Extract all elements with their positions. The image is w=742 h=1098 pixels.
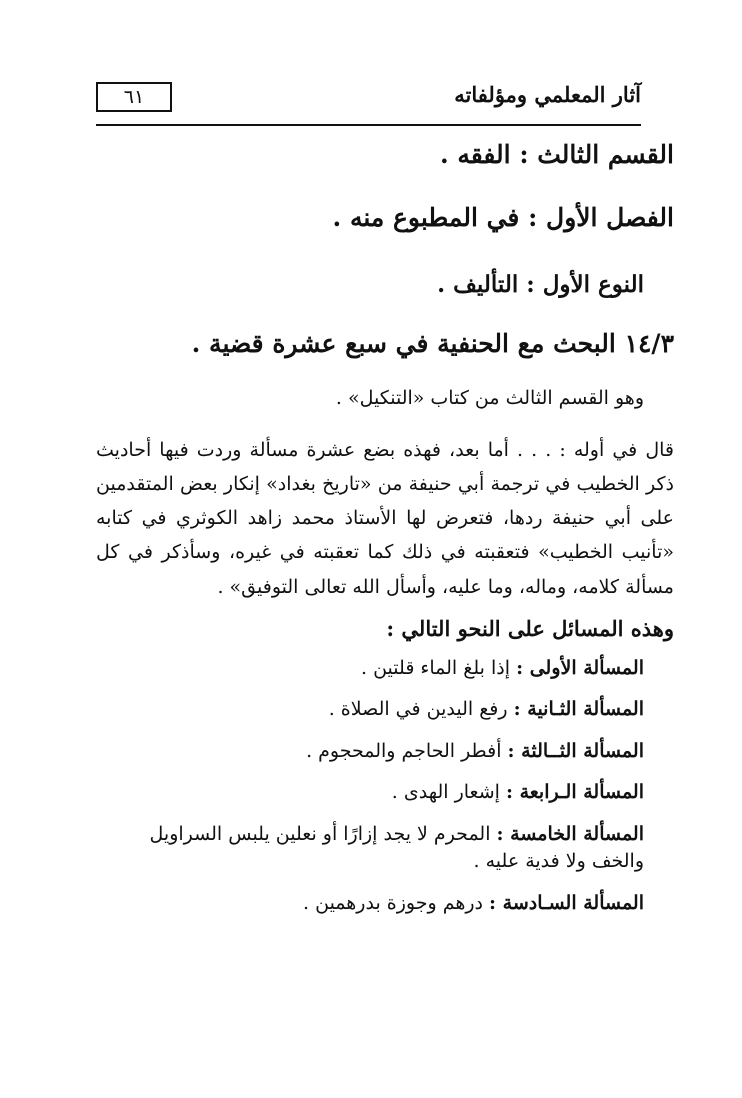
page-header — [96, 80, 641, 126]
page-number: ٦١ — [96, 82, 172, 112]
issue-text: المحرم لا يجد إزارًا أو نعلين يلبس السراويل والخف ولا فدية عليه . — [149, 822, 644, 873]
running-title: آثار المعلمي ومؤلفاته — [454, 82, 641, 107]
list-item — [96, 738, 674, 766]
issues-list — [96, 655, 674, 918]
issue-label: المسألة الثـانية : — [513, 698, 644, 721]
entry-title: ١٤/٣ البحث مع الحنفية في سبع عشرة قضية . — [191, 328, 674, 358]
list-item — [96, 655, 674, 683]
source-note: وهو القسم الثالث من كتاب «التنكيل» . — [335, 386, 644, 409]
issue-label: المسألة السـادسة : — [489, 892, 644, 914]
type-title: النوع الأول : التأليف . — [437, 271, 644, 298]
list-item — [96, 821, 674, 876]
issue-text: درهم وجوزة بدرهمين . — [303, 892, 483, 914]
quote-paragraph: قال في أوله : . . . أما بعد، فهذه بضع عشرة مسألة وردت فيها أحاديث ذكر الخطيب في ترجمة أبي حنيفة من «تاريخ بغداد» إنكار بعض المتقدمين على أبي حنيفة ردها، فتعرض لها الأستاذ محمد زاهد الكوثري في كتابه «تأنيب الخطيب» فتعقبته في ذلك كما تعقبته في غيره، وسأذكر في كل مسألة كلامه، وماله، وما عليه، وأسأل الله تعالى التوفيق» . — [96, 438, 674, 598]
issue-text: أفطر الحاجم والمحجوم . — [306, 739, 502, 762]
issue-label: المسألة الخامسة : — [496, 822, 644, 845]
issue-text: رفع اليدين في الصلاة . — [328, 698, 508, 721]
issue-label: المسألة الثــالثة : — [507, 739, 644, 762]
section-title: القسم الثالث : الفقه . — [439, 140, 674, 169]
issue-label: المسألة الأولى : — [516, 656, 644, 679]
list-heading: وهذه المسائل على النحو التالي : — [386, 615, 674, 641]
list-item — [96, 890, 674, 918]
issue-label: المسألة الـرابعة : — [505, 781, 644, 804]
chapter-title: الفصل الأول : في المطبوع منه . — [332, 203, 674, 232]
list-item — [96, 696, 674, 724]
page-body — [96, 140, 674, 918]
issue-text: إذا بلغ الماء قلتين . — [361, 656, 511, 679]
issue-text: إشعار الهدى . — [391, 781, 500, 804]
list-item — [96, 779, 674, 807]
